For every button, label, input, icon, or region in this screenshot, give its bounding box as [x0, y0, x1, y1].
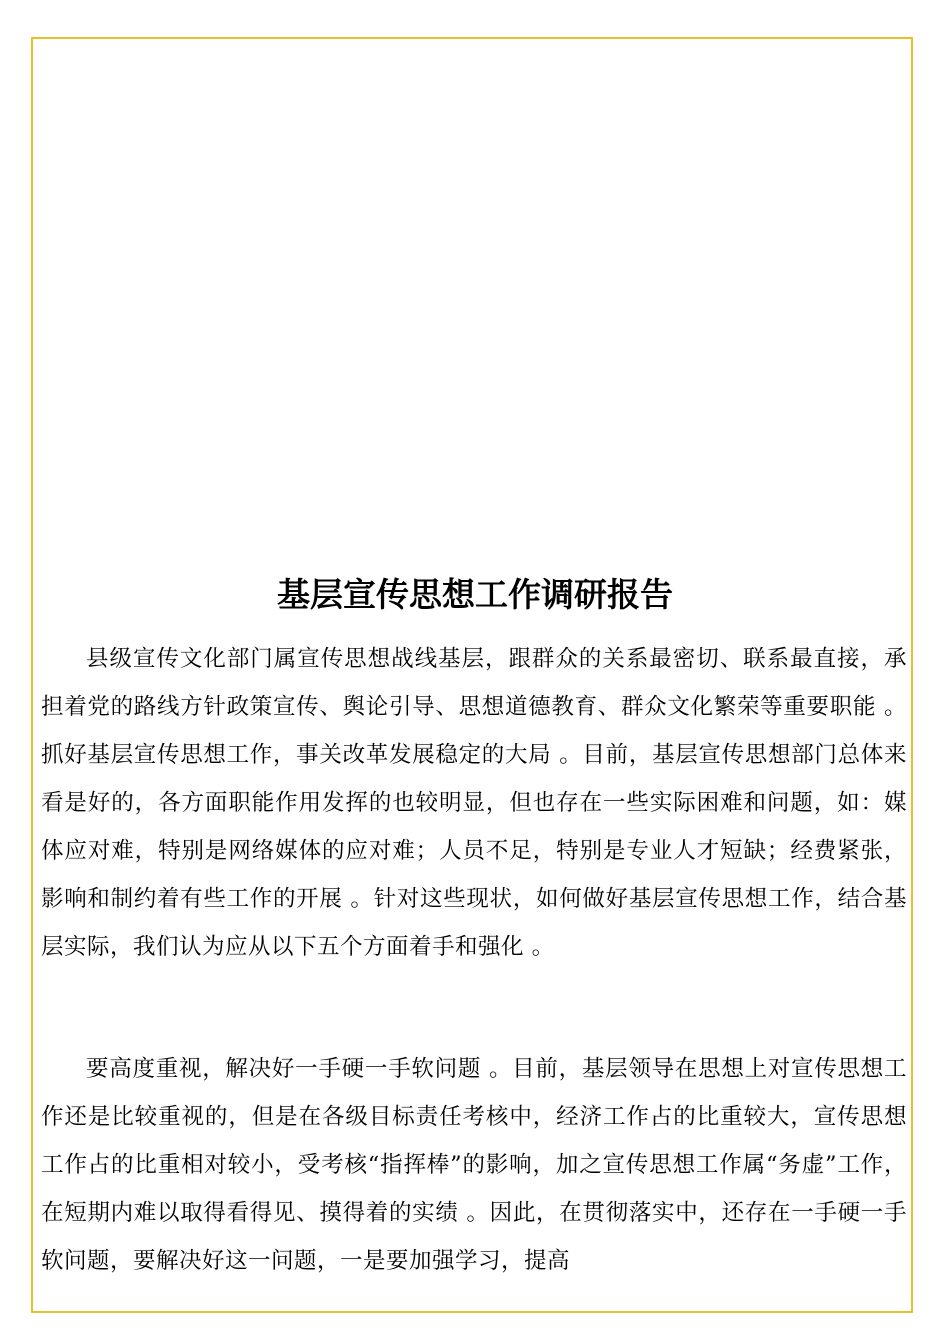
paragraph-intro: 县级宣传文化部门属宣传思想战线基层，跟群众的关系最密切、联系最直接，承担着党的路线方针政策宣传、舆论引导、思想道德教育、群众文化繁荣等重要职能 。抓好基层宣传思想工作，事关改革发展稳定的大局 。目前，基层宣传思想部门总体来看是好的，各方面职能作用发挥的也较明显，但也存在一些实际困难和问题，如：媒体应对难，特别是网络媒体的应对难；人员不足，特别是专业人才短缺；经费紧张，影响和制约着有些工作的开展 。针对这些现状，如何做好基层宣传思想工作，结合基层实际，我们认为应从以下五个方面着手和强化 。: [41, 646, 907, 960]
paragraph-section-1: 要高度重视，解决好一手硬一手软问题 。目前，基层领导在思想上对宣传思想工作还是比较重视的，但是在各级目标责任考核中，经济工作占的比重较大，宣传思想工作占的比重相对较小，受考核“指挥棒”的影响，加之宣传思想工作属“务虚”工作，在短期内难以取得看得见、摸得着的实绩 。因此，在贯彻落实中，还存在一手硬一手软问题，要解决好这一问题，一是要加强学习，提高: [41, 1056, 907, 1274]
document-title: 基层宣传思想工作调研报告: [277, 575, 673, 614]
